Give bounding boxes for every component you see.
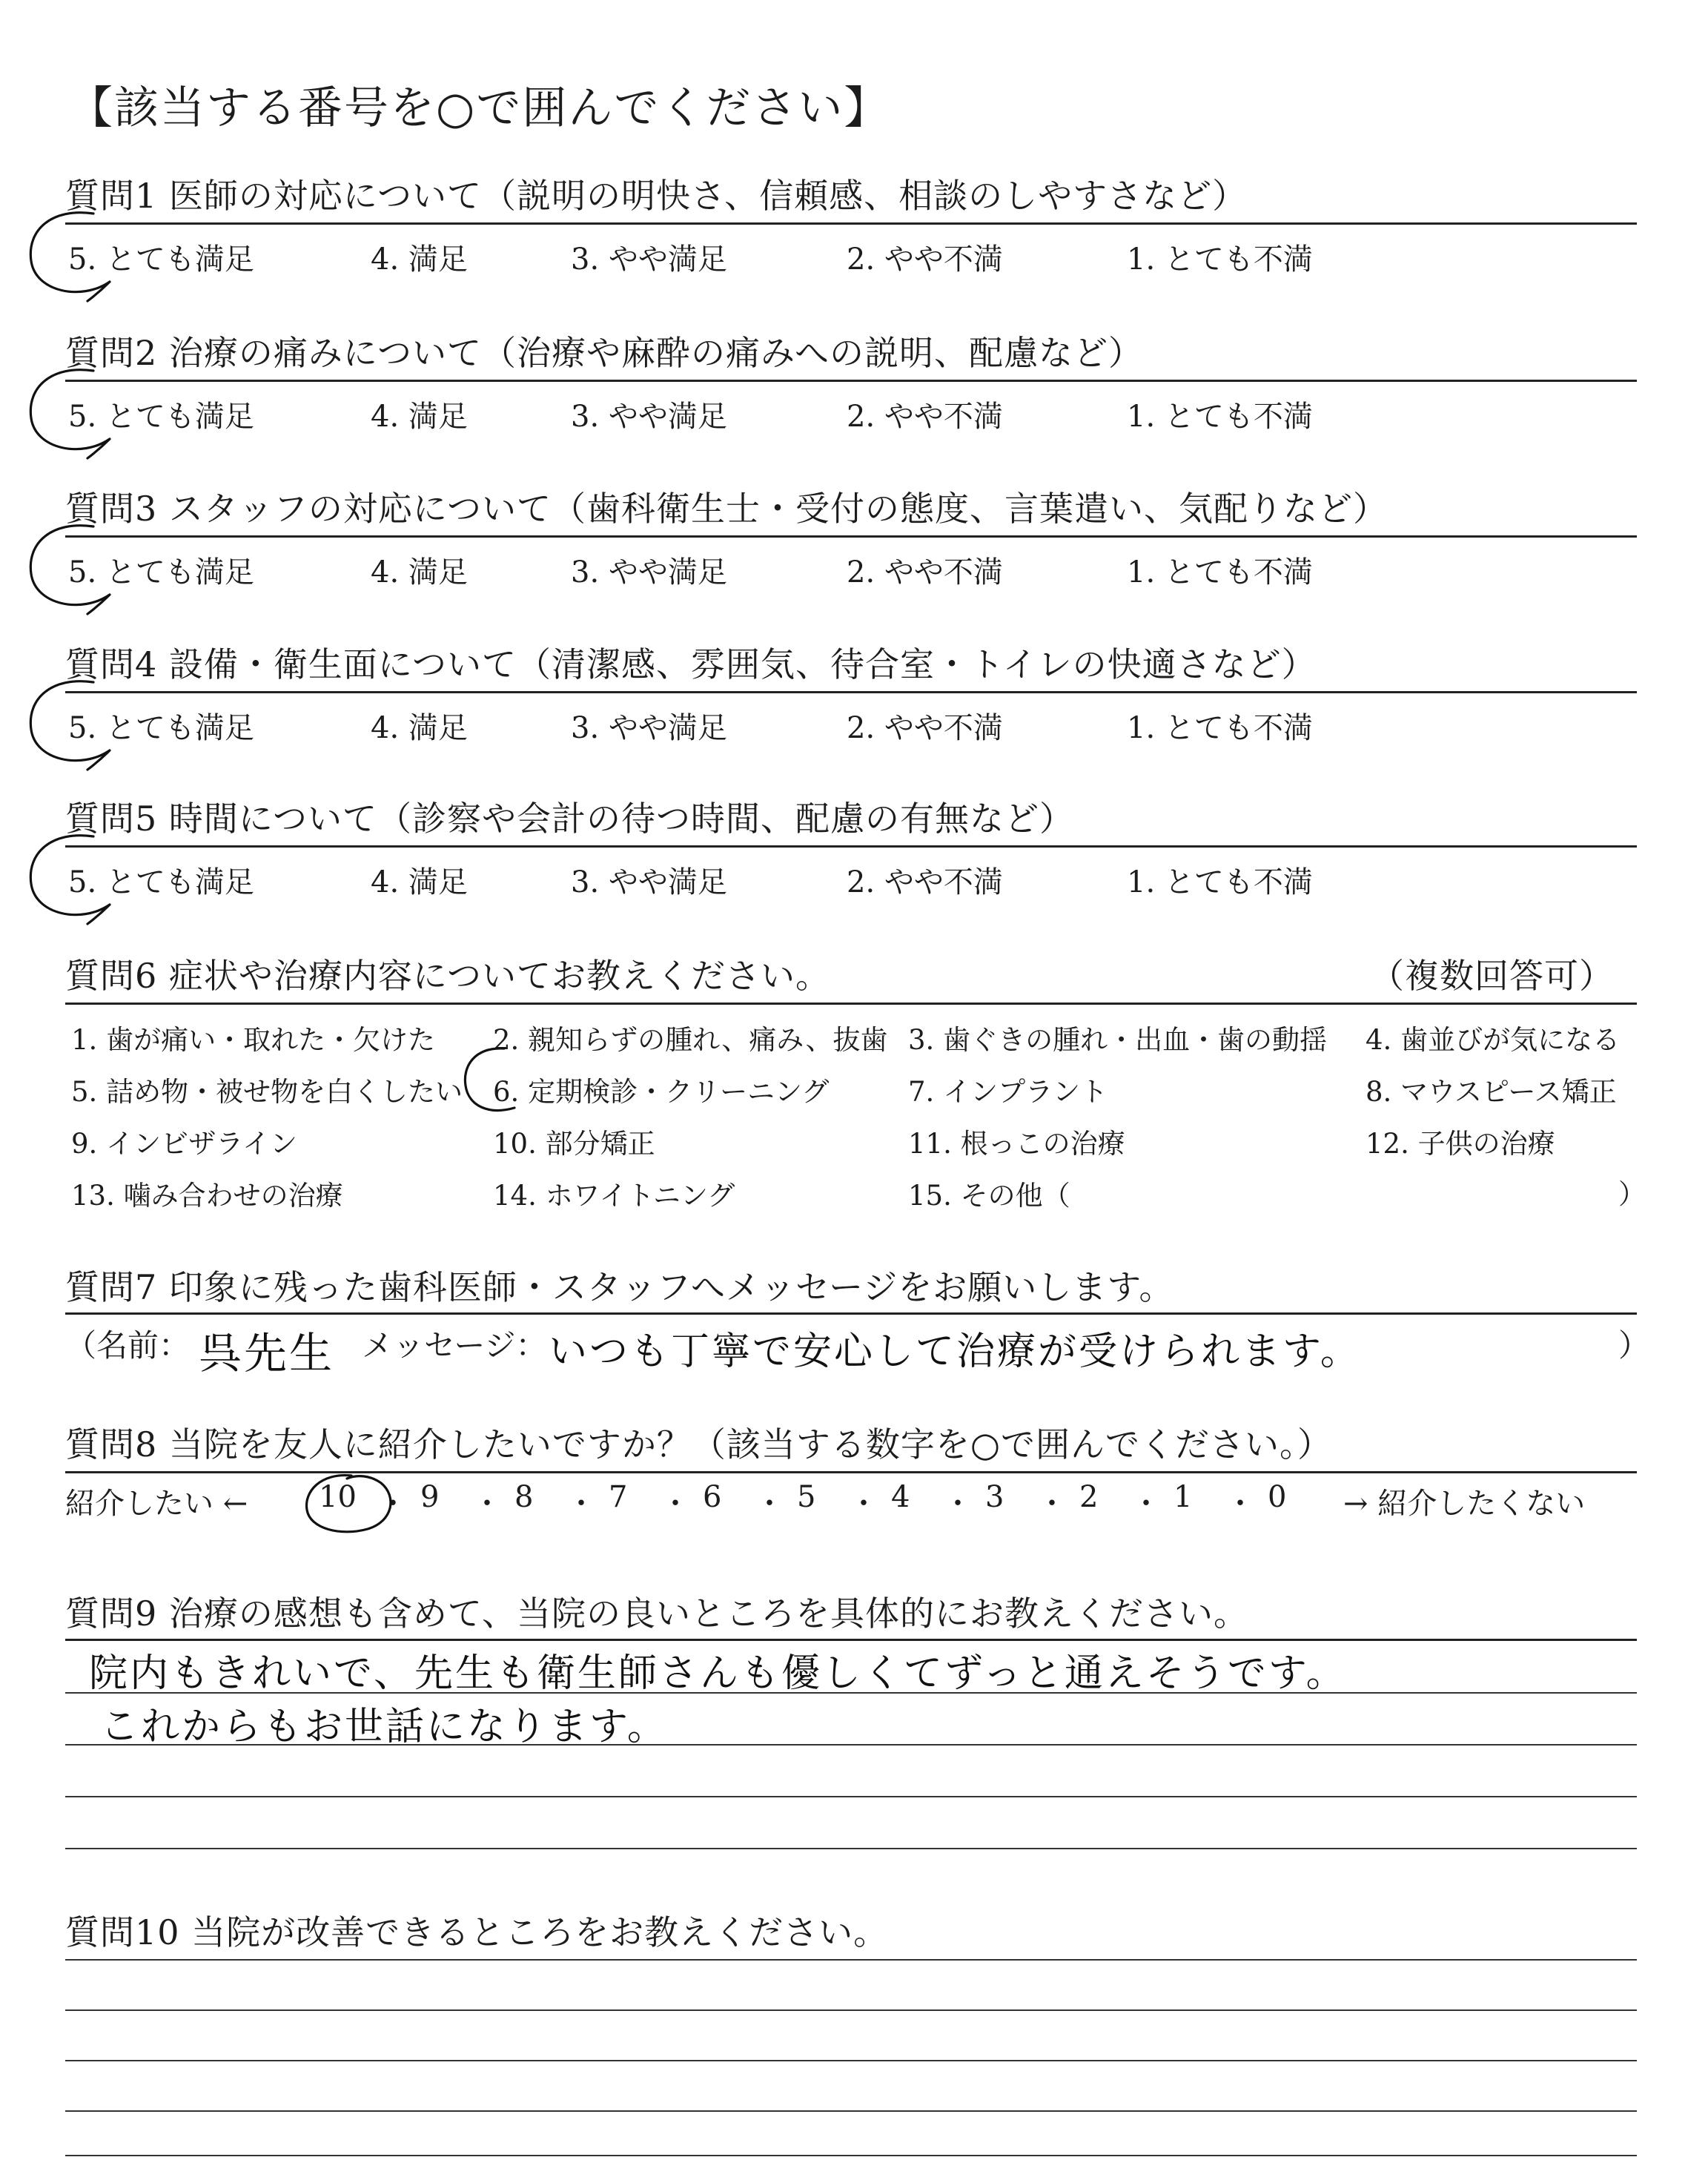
question-1-option-5[interactable]: 5. とても満足 [68,242,254,277]
scale-value-9[interactable]: 9 [420,1480,440,1514]
q7-title: 質問7 印象に残った歯科医師・スタッフへメッセージをお願いします。 [65,1267,1174,1307]
symptom-option-3[interactable]: 3. 歯ぐきの腫れ・出血・歯の動揺 [908,1024,1328,1056]
q10-answer-line [65,2060,1637,2061]
question-3-option-4[interactable]: 4. 満足 [371,555,468,589]
scale-value-3[interactable]: 3 [985,1480,1004,1514]
question-3-title: 質問3 スタッフの対応について（歯科衛生士・受付の態度、言葉遣い、気配りなど） [65,489,1388,529]
question-2-selected-circle [22,362,133,466]
q6-rule [65,1003,1637,1005]
other-close: ） [1618,1178,1646,1210]
question-4-option-2[interactable]: 2. やや不満 [847,711,1003,745]
q10-answer-line [65,1959,1637,1961]
page-title: 【該当する番号を○で囲んでください】 [68,82,890,134]
question-4-option-1[interactable]: 1. とても不満 [1127,711,1313,745]
scale-separator: ・ [472,1487,502,1521]
question-4-option-4[interactable]: 4. 満足 [371,711,468,745]
symptom-option-10[interactable]: 10. 部分矯正 [493,1128,655,1160]
q7-message-value[interactable]: いつも丁寧で安心して治療が受けられます。 [549,1330,1361,1374]
q8-left-label: 紹介したい ← [65,1487,248,1521]
q9-rule [65,1639,1637,1641]
q9-answer-line-1[interactable]: 院内もきれいで、先生も衛生師さんも優しくてずっと通えそうです。 [89,1651,1347,1696]
symptom-option-15[interactable]: 15. その他（ [908,1180,1070,1212]
question-2-title: 質問2 治療の痛みについて（治療や麻酔の痛みへの説明、配慮など） [65,333,1144,373]
symptom-option-6[interactable]: 6. 定期検診・クリーニング [493,1076,830,1108]
symptom-option-4[interactable]: 4. 歯並びが気になる [1366,1024,1621,1056]
question-3-option-3[interactable]: 3. やや満足 [571,555,727,589]
scale-value-2[interactable]: 2 [1079,1480,1099,1514]
q10-answer-line [65,2110,1637,2112]
scale-value-1[interactable]: 1 [1174,1480,1193,1514]
symptom-option-11[interactable]: 11. 根っこの治療 [908,1128,1125,1160]
q9-answer-line-2[interactable]: これからもお世話になります。 [100,1705,668,1749]
question-2-option-3[interactable]: 3. やや満足 [571,400,727,434]
question-1-rule [65,222,1637,225]
question-1-option-4[interactable]: 4. 満足 [371,242,468,277]
symptom-option-9[interactable]: 9. インビザライン [71,1128,297,1160]
scale-separator: ・ [755,1487,784,1521]
question-2-option-2[interactable]: 2. やや不満 [847,400,1003,434]
scale-value-5[interactable]: 5 [797,1480,816,1514]
q7-name-label: （名前： [65,1327,191,1364]
scale-separator: ・ [1131,1487,1161,1521]
question-4-option-5[interactable]: 5. とても満足 [68,711,254,745]
scale-separator: ・ [566,1487,596,1521]
symptom-option-7[interactable]: 7. インプラント [908,1076,1108,1108]
scale-value-8[interactable]: 8 [514,1480,534,1514]
question-4-rule [65,691,1637,693]
q7-name-value[interactable]: 呉先生 [199,1328,335,1378]
scale-separator: ・ [943,1487,973,1521]
question-4-selected-circle [22,673,133,777]
q10-answer-line [65,2155,1637,2156]
question-5-option-5[interactable]: 5. とても満足 [68,865,254,899]
scale-separator: ・ [1037,1487,1067,1521]
question-4-title: 質問4 設備・衛生面について（清潔感、雰囲気、待合室・トイレの快適さなど） [65,644,1317,684]
scale-value-6[interactable]: 6 [703,1480,722,1514]
question-5-option-2[interactable]: 2. やや不満 [847,865,1003,899]
question-1-option-2[interactable]: 2. やや不満 [847,242,1003,277]
question-4-option-3[interactable]: 3. やや満足 [571,711,727,745]
question-2-option-5[interactable]: 5. とても満足 [68,400,254,434]
question-5-rule [65,845,1637,848]
question-3-option-1[interactable]: 1. とても不満 [1127,555,1313,589]
question-1-selected-circle [22,205,133,308]
q8-right-label: → 紹介したくない [1343,1487,1586,1521]
symptom-option-8[interactable]: 8. マウスピース矯正 [1366,1076,1617,1108]
q6-title: 質問6 症状や治療内容についてお教えください。 [65,956,830,996]
question-3-rule [65,535,1637,538]
symptom-option-5[interactable]: 5. 詰め物・被せ物を白くしたい [71,1076,463,1108]
symptom-option-12[interactable]: 12. 子供の治療 [1366,1128,1555,1160]
scale-10-circle [299,1470,403,1539]
scale-value-10[interactable]: 10 [319,1480,357,1514]
q9-answer-line [65,1796,1637,1797]
question-5-selected-circle [22,828,133,931]
scale-separator: ・ [378,1487,408,1521]
scale-separator: ・ [1225,1487,1255,1521]
question-1-option-1[interactable]: 1. とても不満 [1127,242,1313,277]
q7-message-label: メッセージ： [362,1327,547,1364]
q6-note: （複数回答可） [1370,956,1614,996]
q9-answer-line [65,1848,1637,1849]
question-2-option-4[interactable]: 4. 満足 [371,400,468,434]
scale-value-0[interactable]: 0 [1268,1480,1287,1514]
q9-title: 質問9 治療の感想も含めて、当院の良いところを具体的にお教えください。 [65,1593,1248,1634]
question-3-option-2[interactable]: 2. やや不満 [847,555,1003,589]
question-2-option-1[interactable]: 1. とても不満 [1127,400,1313,434]
symptom-option-2[interactable]: 2. 親知らずの腫れ、痛み、抜歯 [493,1024,888,1056]
q8-title: 質問8 当院を友人に紹介したいですか？（該当する数字を○で囲んでください。） [65,1424,1333,1464]
question-3-selected-circle [22,518,133,621]
symptom-option-13[interactable]: 13. 噛み合わせの治療 [71,1180,343,1212]
question-5-option-4[interactable]: 4. 満足 [371,865,468,899]
scale-separator: ・ [849,1487,878,1521]
q10-title: 質問10 当院が改善できるところをお教えください。 [65,1912,889,1952]
question-3-option-5[interactable]: 5. とても満足 [68,555,254,589]
question-2-rule [65,380,1637,382]
question-1-title: 質問1 医師の対応について（説明の明快さ、信頼感、相談のしやすさなど） [65,176,1248,216]
question-1-option-3[interactable]: 3. やや満足 [571,242,727,277]
scale-value-7[interactable]: 7 [609,1480,628,1514]
q7-close: ） [1618,1327,1650,1364]
question-5-title: 質問5 時間について（診察や会計の待つ時間、配慮の有無など） [65,799,1074,839]
q7-rule [65,1312,1637,1315]
symptom-6-circle [460,1044,549,1118]
scale-separator: ・ [661,1487,690,1521]
question-5-option-3[interactable]: 3. やや満足 [571,865,727,899]
question-5-option-1[interactable]: 1. とても不満 [1127,865,1313,899]
symptom-option-1[interactable]: 1. 歯が痛い・取れた・欠けた [71,1024,436,1056]
scale-value-4[interactable]: 4 [891,1480,910,1514]
symptom-option-14[interactable]: 14. ホワイトニング [493,1180,735,1212]
q10-answer-line [65,2009,1637,2011]
